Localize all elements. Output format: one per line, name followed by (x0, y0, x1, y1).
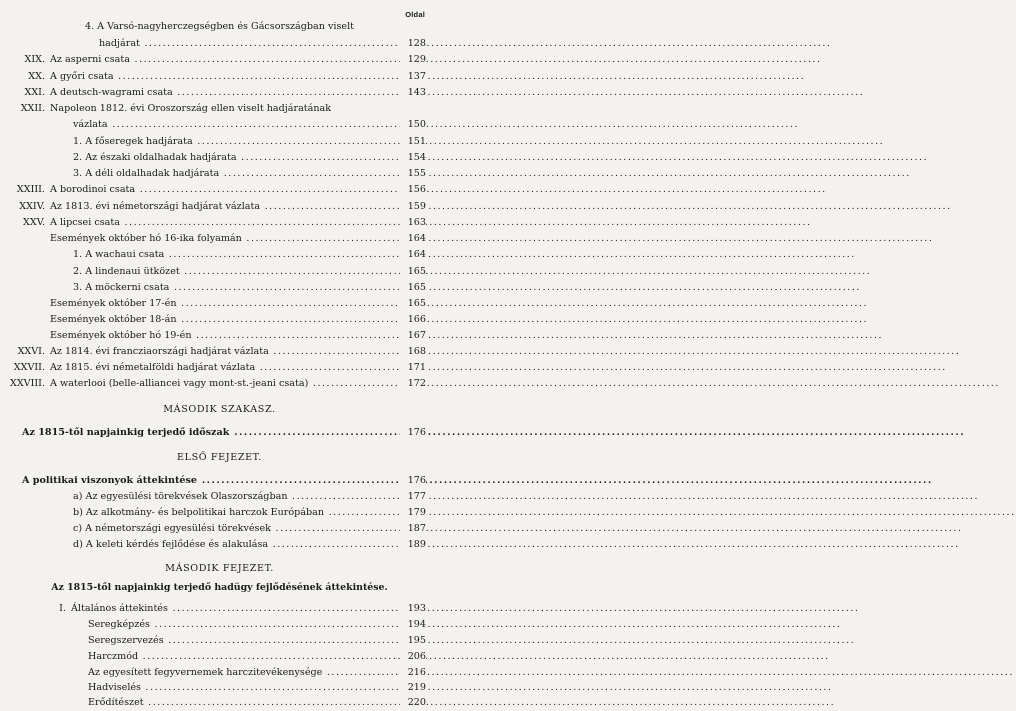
toc-entry-page: 155 (400, 165, 426, 182)
toc-entry (0, 295, 439, 312)
toc-entry (0, 279, 439, 296)
toc-entry-title: A lipcsei csata ..... (50, 214, 397, 231)
toc-entry-page: 171 (400, 359, 426, 376)
toc-entry (0, 616, 439, 633)
toc-entry-title: 2. Az északi oldalhadak hadjárata ..... (73, 149, 397, 166)
toc-entry (0, 536, 439, 553)
section-heading: MÁSODIK SZAKASZ. (163, 404, 276, 415)
toc-entry-title: c) A németországi egyesülési törekvések ..... (73, 520, 397, 537)
toc-entry-title: Események október hó 16-ika folyamán ..... (50, 230, 397, 247)
toc-entry-title: A borodinoi csata ..... (50, 181, 397, 198)
toc-entry (0, 181, 439, 198)
toc-entry-page: 167 (400, 327, 426, 344)
toc-page (0, 0, 439, 708)
toc-entry-page: 194 (400, 616, 426, 633)
toc-entry (0, 198, 439, 215)
toc-entry-title: Események október hó 19-én ..... (50, 327, 397, 344)
chapter-heading: MÁSODIK FEJEZET. (165, 563, 274, 574)
toc-entry-title: Az 1814. évi francziaországi hadjárat vázlata ..... (50, 343, 397, 360)
toc-entry-title: Az 1815-től napjainkig terjedő időszak ..... (22, 424, 397, 441)
toc-entry-number: XXIV. (19, 201, 45, 212)
toc-entry-number: XX. (28, 71, 45, 82)
toc-entry (0, 600, 439, 617)
toc-entry-page: 128 (400, 35, 426, 52)
toc-entry (0, 133, 439, 150)
toc-entry (0, 35, 439, 52)
toc-entry-title: 1. A főseregek hadjárata ..... (73, 133, 397, 150)
toc-entry-title: Seregképzés ..... (88, 616, 397, 633)
toc-entry-page: 154 (400, 149, 426, 166)
toc-entry-title: Általános áttekintés ..... (71, 600, 397, 617)
toc-entry (0, 375, 439, 392)
toc-entry-title: Napoleon 1812. évi Oroszország ellen viselt hadjáratának (50, 103, 332, 114)
toc-entry-page: 176 (400, 424, 426, 441)
toc-entry-title: A deutsch-wagrami csata ..... (50, 84, 397, 101)
chapter-subtitle: Az 1815-től napjainkig terjedő hadügy fejlődésének áttekintése. (51, 582, 388, 593)
page-column-header: Oldal (405, 10, 425, 19)
toc-entry-page: 137 (400, 68, 426, 85)
toc-entry-number: XXVI. (17, 346, 45, 357)
toc-entry (0, 51, 439, 68)
toc-entry-page: 165 (400, 263, 426, 280)
toc-entry (0, 68, 439, 85)
toc-entry-page: 177 (400, 488, 426, 505)
toc-entry-number: XXIII. (16, 184, 45, 195)
toc-entry-number: XXVII. (13, 362, 45, 373)
toc-entry-page: 156 (400, 181, 426, 198)
toc-entry-title: 3. A möckerni csata ..... (73, 279, 397, 296)
toc-entry-title: Az egyesített fegyvernemek harczitevékenysége ..... (88, 664, 397, 681)
toc-entry (0, 311, 439, 328)
continuation-line-1: 4. A Varsó-nagyherczegségben és Gácsországban viselt (84, 21, 355, 32)
toc-entry-page: 176 (400, 472, 426, 489)
toc-entry-title: 1. A wachaui csata ..... (73, 246, 397, 263)
toc-entry (0, 149, 439, 166)
toc-entry-title: d) A keleti kérdés fejlődése és alakulása ..... (73, 536, 397, 553)
toc-entry-title: vázlata ..... (73, 116, 397, 133)
toc-entry-title: Az 1813. évi németországi hadjárat vázlata ..... (50, 198, 397, 215)
toc-entry-page: 179 (400, 504, 426, 521)
toc-entry-title: Harczmód ..... (88, 648, 397, 665)
toc-entry-page: 216 (400, 664, 426, 681)
toc-entry-page: 129 (400, 51, 426, 68)
toc-entry-page: 165 (400, 295, 426, 312)
toc-entry-title: A waterlooi (belle-alliancei vagy mont-st.-jeani csata) ..... (50, 375, 397, 392)
toc-entry (0, 246, 439, 263)
toc-entry-page: 166 (400, 311, 426, 328)
toc-entry-title: Események október 17-én ..... (50, 295, 397, 312)
toc-entry (0, 488, 439, 505)
toc-entry (0, 263, 439, 280)
toc-entry (0, 230, 439, 247)
toc-entry-page: 195 (400, 632, 426, 649)
toc-entry-page: 187 (400, 520, 426, 537)
toc-entry-page: 143 (400, 84, 426, 101)
toc-entry-page: 164 (400, 230, 426, 247)
toc-entry-page: 159 (400, 198, 426, 215)
toc-entry-number: I. (59, 603, 66, 614)
toc-entry (0, 424, 439, 441)
toc-entry-title: Seregszervezés ..... (88, 632, 397, 649)
toc-entry-page: 164 (400, 246, 426, 263)
toc-entry-title: A győri csata ..... (50, 68, 397, 85)
toc-entry-title: Az asperni csata ..... (50, 51, 397, 68)
toc-entry-page: 206 (400, 648, 426, 665)
toc-entry (0, 632, 439, 649)
toc-entry-page: 165 (400, 279, 426, 296)
toc-entry-number: XXII. (20, 103, 45, 114)
toc-entry (0, 165, 439, 182)
toc-entry-first-line (0, 100, 439, 117)
toc-entry-page: 168 (400, 343, 426, 360)
toc-entry-title: 3. A déli oldalhadak hadjárata ..... (73, 165, 397, 182)
toc-entry-title: a) Az egyesülési törekvések Olaszországban ..... (73, 488, 397, 505)
toc-entry-title: Erődítészet ..... (88, 694, 397, 711)
toc-entry-number: XXVIII. (9, 378, 45, 389)
toc-entry-number: XXI. (24, 87, 45, 98)
toc-entry-title: b) Az alkotmány- és belpolitikai harczok Európában ..... (73, 504, 397, 521)
toc-entry (0, 327, 439, 344)
toc-entry (0, 504, 439, 521)
toc-entry-page: 151 (400, 133, 426, 150)
toc-entry-title: A politikai viszonyok áttekintése ..... (22, 472, 397, 489)
chapter-heading: ELSŐ FEJEZET. (177, 452, 262, 463)
toc-entry-page: 150 (400, 116, 426, 133)
toc-entry-title: Események október 18-án ..... (50, 311, 397, 328)
toc-entry-page: 172 (400, 375, 426, 392)
toc-entry (0, 214, 439, 231)
toc-entry-number: XIX. (24, 54, 45, 65)
toc-entry-title: 2. A lindenaui ütközet ..... (73, 263, 397, 280)
toc-entry-page: 220 (400, 694, 426, 711)
toc-entry (0, 694, 439, 708)
toc-entry (0, 359, 439, 376)
toc-entry-page: 219 (400, 679, 426, 696)
toc-entry (0, 84, 439, 101)
toc-entry (0, 343, 439, 360)
toc-entry-title: Az 1815. évi németalföldi hadjárat vázlata ..... (50, 359, 397, 376)
toc-entry (0, 116, 439, 133)
toc-entry-page: 163 (400, 214, 426, 231)
toc-entry-number: XXV. (23, 217, 45, 228)
toc-entry-page: 189 (400, 536, 426, 553)
toc-entry-page: 193 (400, 600, 426, 617)
toc-entry-title: hadjárat ..... (99, 35, 397, 52)
toc-entry (0, 520, 439, 537)
toc-entry (0, 648, 439, 665)
toc-entry (0, 472, 439, 489)
toc-entry-title: Hadviselés ..... (88, 679, 397, 696)
